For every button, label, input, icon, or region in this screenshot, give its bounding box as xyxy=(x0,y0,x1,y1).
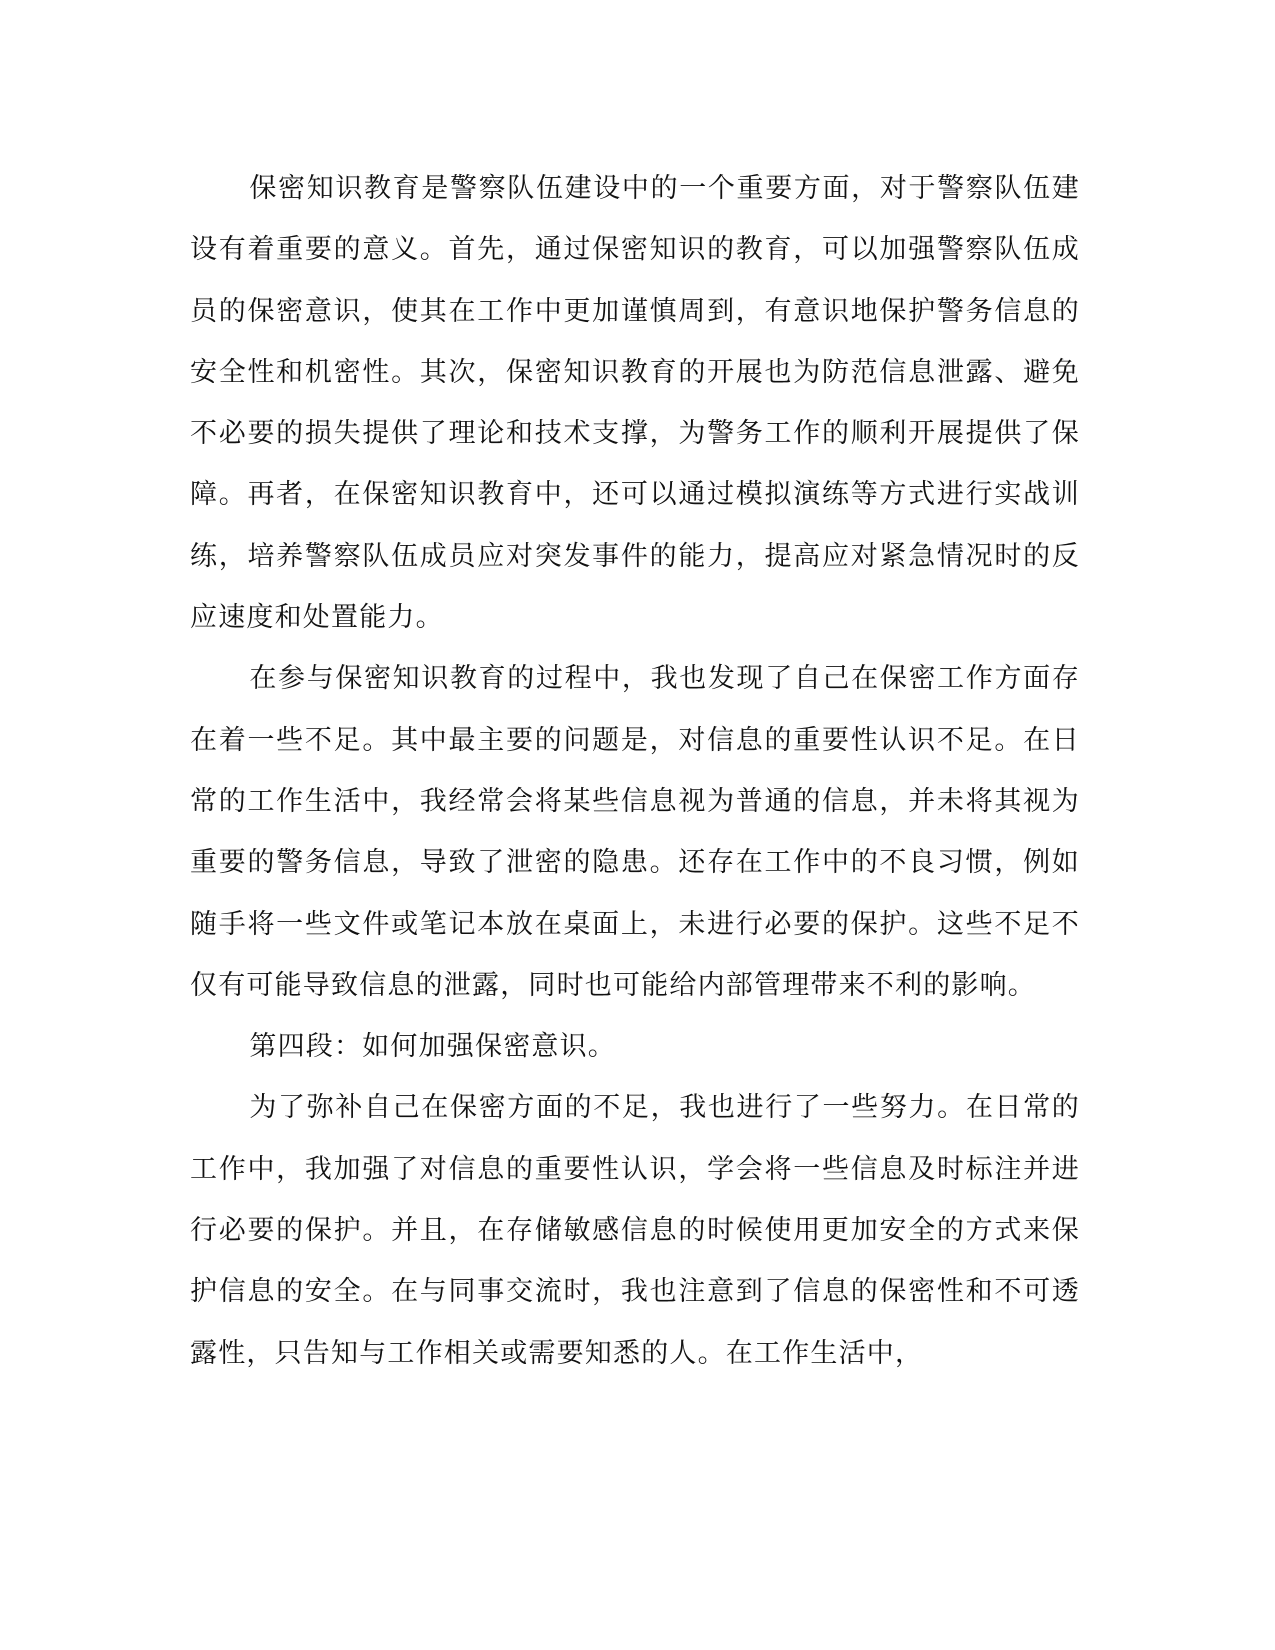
section-heading-part-four: 第四段：如何加强保密意识。 xyxy=(249,1031,616,1063)
paragraph-importance: 保密知识教育是警察队伍建设中的一个重要方面，对于警察队伍建设有着重要的意义。首先，通过保密知识的教育，可以加强警察队伍成员的保密意识，使其在工作中更加谨慎周到，有意识地保护警务信息的安全性和机密性。其次，保密知识教育的开展也为防范信息泄露、避免不必要的损失提供了理论和技术支撑，为警务工作的顺利开展提供了保障。再者，在保密知识教育中，还可以通过模拟演练等方式进行实战训练，培养警察队伍成员应对突发事件的能力，提高应对紧急情况时的反应速度和处置能力。 xyxy=(190,173,1080,634)
paragraph-improvement: 为了弥补自己在保密方面的不足，我也进行了一些努力。在日常的工作中，我加强了对信息的重要性认识，学会将一些信息及时标注并进行必要的保护。并且，在存储敏感信息的时候使用更加安全的方式来保护信息的安全。在与同事交流时，我也注意到了信息的保密性和不可透露性，只告知与工作相关或需要知悉的人。在工作生活中， xyxy=(190,1092,1080,1369)
paragraph-shortcomings: 在参与保密知识教育的过程中，我也发现了自己在保密工作方面存在着一些不足。其中最主要的问题是，对信息的重要性认识不足。在日常的工作生活中，我经常会将某些信息视为普通的信息，并未将其视为重要的警务信息，导致了泄密的隐患。还存在工作中的不良习惯，例如随手将一些文件或笔记本放在桌面上，未进行必要的保护。这些不足不仅有可能导致信息的泄露，同时也可能给内部管理带来不利的影响。 xyxy=(190,663,1080,1001)
document-body xyxy=(190,158,1080,1384)
